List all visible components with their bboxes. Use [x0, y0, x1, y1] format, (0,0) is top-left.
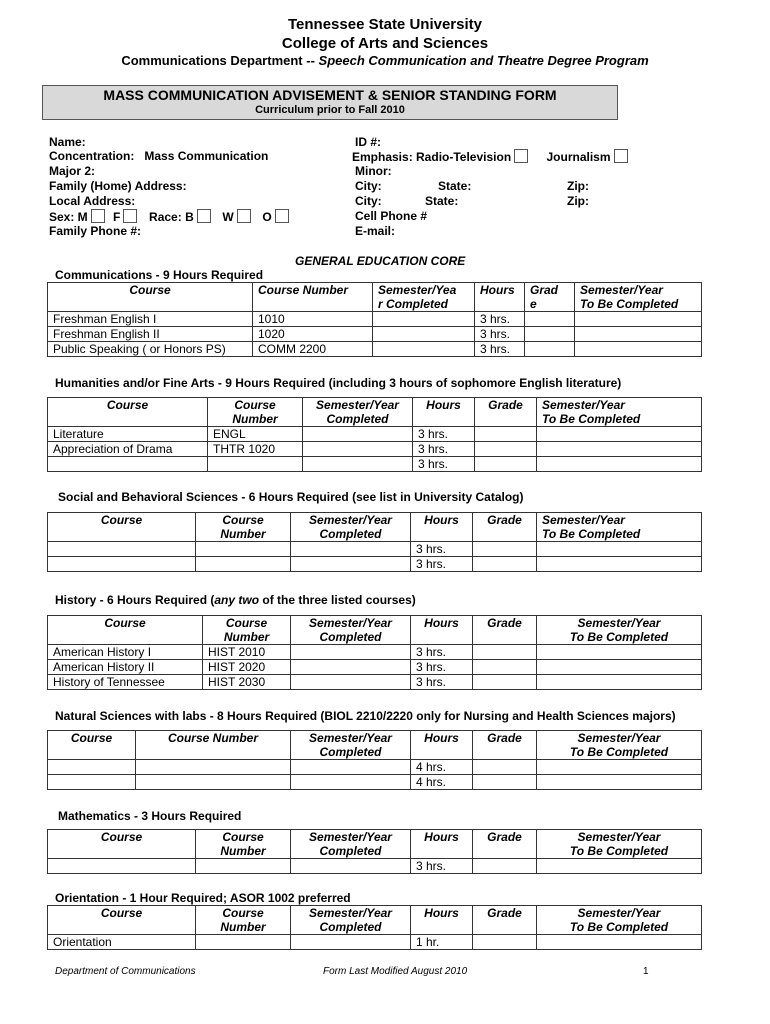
local-address-label: Local Address: [49, 194, 136, 208]
humanities-table [47, 397, 702, 472]
col-hours: Hours [411, 731, 473, 760]
course-number-a: Course [222, 513, 264, 527]
program-name: Speech Communication and Theatre Degree Program [318, 53, 649, 68]
number-cell[interactable] [196, 935, 291, 950]
col-grade: Grade [473, 830, 537, 859]
sem-tbc-cell[interactable] [537, 859, 702, 874]
course-number-b: Number [220, 920, 266, 934]
form-title: MASS COMMUNICATION ADVISEMENT & SENIOR STANDING FORM [103, 87, 557, 103]
natural-table [47, 730, 702, 790]
course-number-a: Course [234, 398, 276, 412]
family-address-label: Family (Home) Address: [49, 179, 187, 193]
table-row [48, 427, 702, 442]
course-number-a: Course [225, 616, 268, 630]
course-cell[interactable] [48, 775, 136, 790]
col-hours: Hours [411, 616, 473, 645]
sem-completed-b: Completed [326, 412, 389, 426]
number-cell[interactable] [208, 457, 303, 472]
col-grade: Grade [473, 906, 537, 935]
sem-tbc-cell[interactable] [537, 457, 702, 472]
sex-race-row [49, 209, 294, 224]
course-cell[interactable] [48, 457, 208, 472]
col-semester-tbc [575, 283, 702, 312]
number-cell: 1020 [253, 327, 373, 342]
hours-cell: 3 hrs. [413, 442, 475, 457]
col-semester-tbc [537, 513, 702, 542]
sem-completed-cell[interactable] [291, 675, 411, 690]
hours-cell: 4 hrs. [411, 760, 473, 775]
sem-tbc-b: To Be Completed [569, 844, 669, 858]
grade-cell[interactable] [473, 675, 537, 690]
race-w-label: W [222, 210, 234, 224]
sem-tbc-cell[interactable] [537, 775, 702, 790]
number-cell: 1010 [253, 312, 373, 327]
email-label: E-mail: [355, 224, 396, 238]
sem-completed-cell[interactable] [303, 457, 413, 472]
history-table [47, 615, 702, 690]
number-cell: HIST 2010 [203, 645, 291, 660]
sem-tbc-cell[interactable] [537, 427, 702, 442]
sem-tbc-a: Semester/Year [577, 616, 661, 630]
sem-tbc-cell[interactable] [537, 557, 702, 572]
col-semester-completed [291, 830, 411, 859]
sem-completed-cell[interactable] [291, 645, 411, 660]
number-cell[interactable] [196, 859, 291, 874]
sex-f-checkbox[interactable] [123, 209, 137, 223]
history-title-b: of the three listed courses) [259, 593, 416, 607]
sem-tbc-b: To Be Completed [569, 920, 669, 934]
col-course-number: Course Number [253, 283, 373, 312]
sem-tbc-a: Semester/Year [542, 513, 625, 527]
number-cell: HIST 2020 [203, 660, 291, 675]
course-number-b: Number [223, 630, 270, 644]
sem-tbc-a: Semester/Year [542, 398, 625, 412]
sem-completed-cell[interactable] [291, 859, 411, 874]
orientation-title: Orientation - 1 Hour Required; ASOR 1002 preferred [55, 891, 351, 905]
sem-completed-cell[interactable] [291, 760, 411, 775]
sem-completed-cell[interactable] [291, 935, 411, 950]
col-semester-completed [303, 398, 413, 427]
orientation-table [47, 905, 702, 950]
sem-tbc-a: Semester/Year [577, 830, 661, 844]
hours-cell: 3 hrs. [411, 675, 473, 690]
social-table [47, 512, 702, 572]
table-row [48, 557, 702, 572]
sem-completed-b: Completed [319, 920, 382, 934]
table-row [48, 859, 702, 874]
sem-tbc-b: To Be Completed [569, 745, 669, 759]
cell-phone-label: Cell Phone # [355, 209, 428, 223]
course-number-b: Number [220, 844, 266, 858]
sem-tbc-b: To Be Completed [542, 527, 641, 541]
course-cell: Freshman English II [48, 327, 253, 342]
table-row [48, 457, 702, 472]
table-header-row [48, 731, 702, 760]
natural-title: Natural Sciences with labs - 8 Hours Required (BIOL 2210/2220 only for Nursing and Health Sciences majors) [55, 709, 676, 723]
emphasis-row [352, 149, 633, 164]
hours-cell: 3 hrs. [413, 427, 475, 442]
col-grade [525, 283, 575, 312]
col-course: Course [48, 731, 136, 760]
form-subtitle: Curriculum prior to Fall 2010 [255, 104, 405, 116]
grade-cell[interactable] [473, 645, 537, 660]
history-title-a: History - 6 Hours Required ( [55, 593, 215, 607]
table-row [48, 760, 702, 775]
sem-tbc-cell[interactable] [537, 935, 702, 950]
hours-cell: 4 hrs. [411, 775, 473, 790]
sem-completed-cell[interactable] [303, 427, 413, 442]
college-name: College of Arts and Sciences [281, 35, 489, 52]
hours-cell: 3 hrs. [475, 327, 525, 342]
col-grade: Grade [473, 616, 537, 645]
sem-tbc-b: To Be Completed [569, 630, 669, 644]
col-course-number [203, 616, 291, 645]
col-hours: Hours [411, 513, 473, 542]
table-row [48, 675, 702, 690]
table-row [48, 542, 702, 557]
sem-completed-b: Completed [319, 630, 382, 644]
local-zip-label: Zip: [567, 194, 589, 208]
sem-completed-a: Semester/Year [309, 731, 392, 745]
number-cell[interactable] [136, 760, 291, 775]
race-o-label: O [262, 210, 272, 224]
sem-completed-cell[interactable] [373, 327, 475, 342]
course-cell[interactable] [48, 557, 196, 572]
major2-label: Major 2: [49, 164, 96, 178]
course-cell[interactable] [48, 542, 196, 557]
local-state-label: State: [425, 194, 459, 208]
col-semester-tbc [537, 616, 702, 645]
race-w-checkbox[interactable] [237, 209, 251, 223]
footer-modified: Form Last Modified August 2010 [323, 966, 468, 977]
sex-f-label: F [113, 210, 121, 224]
communications-title: Communications - 9 Hours Required [55, 268, 264, 282]
math-title: Mathematics - 3 Hours Required [58, 809, 242, 823]
col-hours: Hours [475, 283, 525, 312]
family-city-label: City: [355, 179, 382, 193]
table-row [48, 645, 702, 660]
concentration-label: Concentration: [49, 149, 135, 163]
family-zip-label: Zip: [567, 179, 589, 193]
table-header-row [48, 398, 702, 427]
form-title-box [42, 85, 618, 120]
hours-cell: 3 hrs. [411, 859, 473, 874]
col-course-number [196, 513, 291, 542]
col-semester-tbc [537, 830, 702, 859]
course-cell[interactable] [48, 760, 136, 775]
sem-completed-cell[interactable] [291, 542, 411, 557]
table-header-row [48, 616, 702, 645]
family-state-label: State: [438, 179, 472, 193]
col-semester-completed [291, 906, 411, 935]
col-hours: Hours [411, 906, 473, 935]
course-number-b: Number [232, 412, 278, 426]
history-title-em: any two [214, 593, 260, 607]
course-number-a: Course [222, 830, 264, 844]
course-cell: American History I [48, 645, 203, 660]
sem-completed-a: Semester/Year [309, 513, 392, 527]
race-o-checkbox[interactable] [275, 209, 289, 223]
grade-cell[interactable] [473, 859, 537, 874]
col-course: Course [48, 830, 196, 859]
col-semester-tbc [537, 731, 702, 760]
table-header-row [48, 283, 702, 312]
col-course: Course [48, 398, 208, 427]
sem-completed-cell[interactable] [291, 557, 411, 572]
course-cell: Literature [48, 427, 208, 442]
math-table [47, 829, 702, 874]
race-b-checkbox[interactable] [197, 209, 211, 223]
sem-tbc-cell[interactable] [537, 660, 702, 675]
footer-department: Department of Communications [55, 966, 196, 977]
hours-cell: 1 hr. [411, 935, 473, 950]
concentration-value: Mass Communication [144, 149, 269, 163]
table-row [48, 312, 702, 327]
race-b-label: Race: B [149, 210, 194, 224]
table-row [48, 935, 702, 950]
grade-cell[interactable] [525, 327, 575, 342]
sem-completed-cell[interactable] [303, 442, 413, 457]
grade-a: Grad [530, 283, 559, 297]
history-title [55, 593, 416, 607]
hours-cell: 3 hrs. [411, 645, 473, 660]
sem-completed-b: Completed [319, 844, 382, 858]
col-grade: Grade [475, 398, 537, 427]
grade-cell[interactable] [473, 557, 537, 572]
hours-cell: 3 hrs. [411, 660, 473, 675]
sem-completed-cell[interactable] [291, 775, 411, 790]
id-label: ID #: [355, 135, 382, 149]
department-prefix: Communications Department -- [121, 53, 315, 68]
course-cell: American History II [48, 660, 203, 675]
sem-tbc-a: Semester/Year [580, 283, 663, 297]
hours-cell: 3 hrs. [413, 457, 475, 472]
table-row [48, 342, 702, 357]
grade-b: e [530, 297, 537, 311]
number-cell[interactable] [196, 542, 291, 557]
sem-tbc-cell[interactable] [537, 442, 702, 457]
sex-m-checkbox[interactable] [91, 209, 105, 223]
table-row [48, 775, 702, 790]
course-cell[interactable] [48, 859, 196, 874]
hours-cell: 3 hrs. [475, 342, 525, 357]
journalism-checkbox[interactable] [614, 149, 628, 163]
col-course: Course [48, 616, 203, 645]
col-semester-completed [291, 616, 411, 645]
core-title: GENERAL EDUCATION CORE [295, 254, 466, 268]
sem-tbc-cell[interactable] [575, 327, 702, 342]
sem-tbc-cell[interactable] [537, 645, 702, 660]
table-header-row [48, 906, 702, 935]
grade-cell[interactable] [525, 312, 575, 327]
local-city-label: City: [355, 194, 382, 208]
sem-completed-a: Semester/Year [309, 616, 392, 630]
col-course-number: Course Number [136, 731, 291, 760]
col-semester-tbc [537, 906, 702, 935]
minor-label: Minor: [355, 164, 392, 178]
col-semester-completed [373, 283, 475, 312]
col-course: Course [48, 283, 253, 312]
sem-completed-a: Semester/Yea [378, 283, 457, 297]
sem-tbc-cell[interactable] [537, 675, 702, 690]
family-phone-label: Family Phone #: [49, 224, 142, 238]
hours-cell: 3 hrs. [411, 542, 473, 557]
course-cell: Freshman English I [48, 312, 253, 327]
col-course: Course [48, 906, 196, 935]
hours-cell: 3 hrs. [411, 557, 473, 572]
grade-cell[interactable] [473, 542, 537, 557]
sem-tbc-cell[interactable] [575, 342, 702, 357]
col-semester-completed [291, 731, 411, 760]
sex-m-label: Sex: M [49, 210, 88, 224]
page-number: 1 [643, 966, 649, 977]
table-row [48, 442, 702, 457]
col-course: Course [48, 513, 196, 542]
sem-completed-cell[interactable] [373, 312, 475, 327]
sem-tbc-b: To Be Completed [580, 297, 679, 311]
hours-cell: 3 hrs. [475, 312, 525, 327]
sem-completed-a: Semester/Year [309, 906, 392, 920]
table-header-row [48, 513, 702, 542]
table-row [48, 327, 702, 342]
journalism-label: Journalism [546, 150, 611, 164]
col-grade: Grade [473, 513, 537, 542]
number-cell: ENGL [208, 427, 303, 442]
col-course-number [196, 830, 291, 859]
grade-cell[interactable] [473, 660, 537, 675]
sem-tbc-cell[interactable] [537, 760, 702, 775]
sem-completed-cell[interactable] [291, 660, 411, 675]
course-cell: History of Tennessee [48, 675, 203, 690]
sem-completed-cell[interactable] [373, 342, 475, 357]
course-cell: Orientation [48, 935, 196, 950]
sem-tbc-a: Semester/Year [577, 906, 661, 920]
grade-cell[interactable] [473, 935, 537, 950]
sem-completed-b: Completed [319, 527, 382, 541]
sem-tbc-cell[interactable] [575, 312, 702, 327]
col-course-number [196, 906, 291, 935]
humanities-title: Humanities and/or Fine Arts - 9 Hours Required (including 3 hours of sophomore English literature) [55, 376, 622, 390]
sem-completed-a: Semester/Year [309, 830, 392, 844]
number-cell: COMM 2200 [253, 342, 373, 357]
col-hours: Hours [411, 830, 473, 859]
sem-completed-b: Completed [319, 745, 382, 759]
grade-cell[interactable] [475, 427, 537, 442]
grade-cell[interactable] [525, 342, 575, 357]
grade-cell[interactable] [475, 457, 537, 472]
emphasis-radio-tv-label: Emphasis: Radio-Television [352, 150, 512, 164]
social-title: Social and Behavioral Sciences - 6 Hours Required (see list in University Catalog) [58, 490, 524, 504]
grade-cell[interactable] [473, 775, 537, 790]
sem-completed-b: r Completed [378, 297, 449, 311]
name-label: Name: [49, 135, 86, 149]
grade-cell[interactable] [473, 760, 537, 775]
radio-tv-checkbox[interactable] [514, 149, 528, 163]
course-number-a: Course [222, 906, 264, 920]
university-name: Tennessee State University [288, 16, 482, 33]
col-course-number [208, 398, 303, 427]
col-grade: Grade [473, 731, 537, 760]
col-hours: Hours [413, 398, 475, 427]
grade-cell[interactable] [475, 442, 537, 457]
course-cell: Appreciation of Drama [48, 442, 208, 457]
sem-tbc-b: To Be Completed [542, 412, 641, 426]
table-row [48, 660, 702, 675]
number-cell: HIST 2030 [203, 675, 291, 690]
department-line [0, 53, 770, 68]
concentration-row [49, 149, 268, 163]
number-cell: THTR 1020 [208, 442, 303, 457]
course-number-b: Number [220, 527, 266, 541]
course-cell: Public Speaking ( or Honors PS) [48, 342, 253, 357]
table-header-row [48, 830, 702, 859]
sem-tbc-cell[interactable] [537, 542, 702, 557]
number-cell[interactable] [136, 775, 291, 790]
sem-tbc-a: Semester/Year [577, 731, 661, 745]
sem-completed-a: Semester/Year [316, 398, 399, 412]
communications-table [47, 282, 702, 357]
number-cell[interactable] [196, 557, 291, 572]
col-semester-completed [291, 513, 411, 542]
col-semester-tbc [537, 398, 702, 427]
